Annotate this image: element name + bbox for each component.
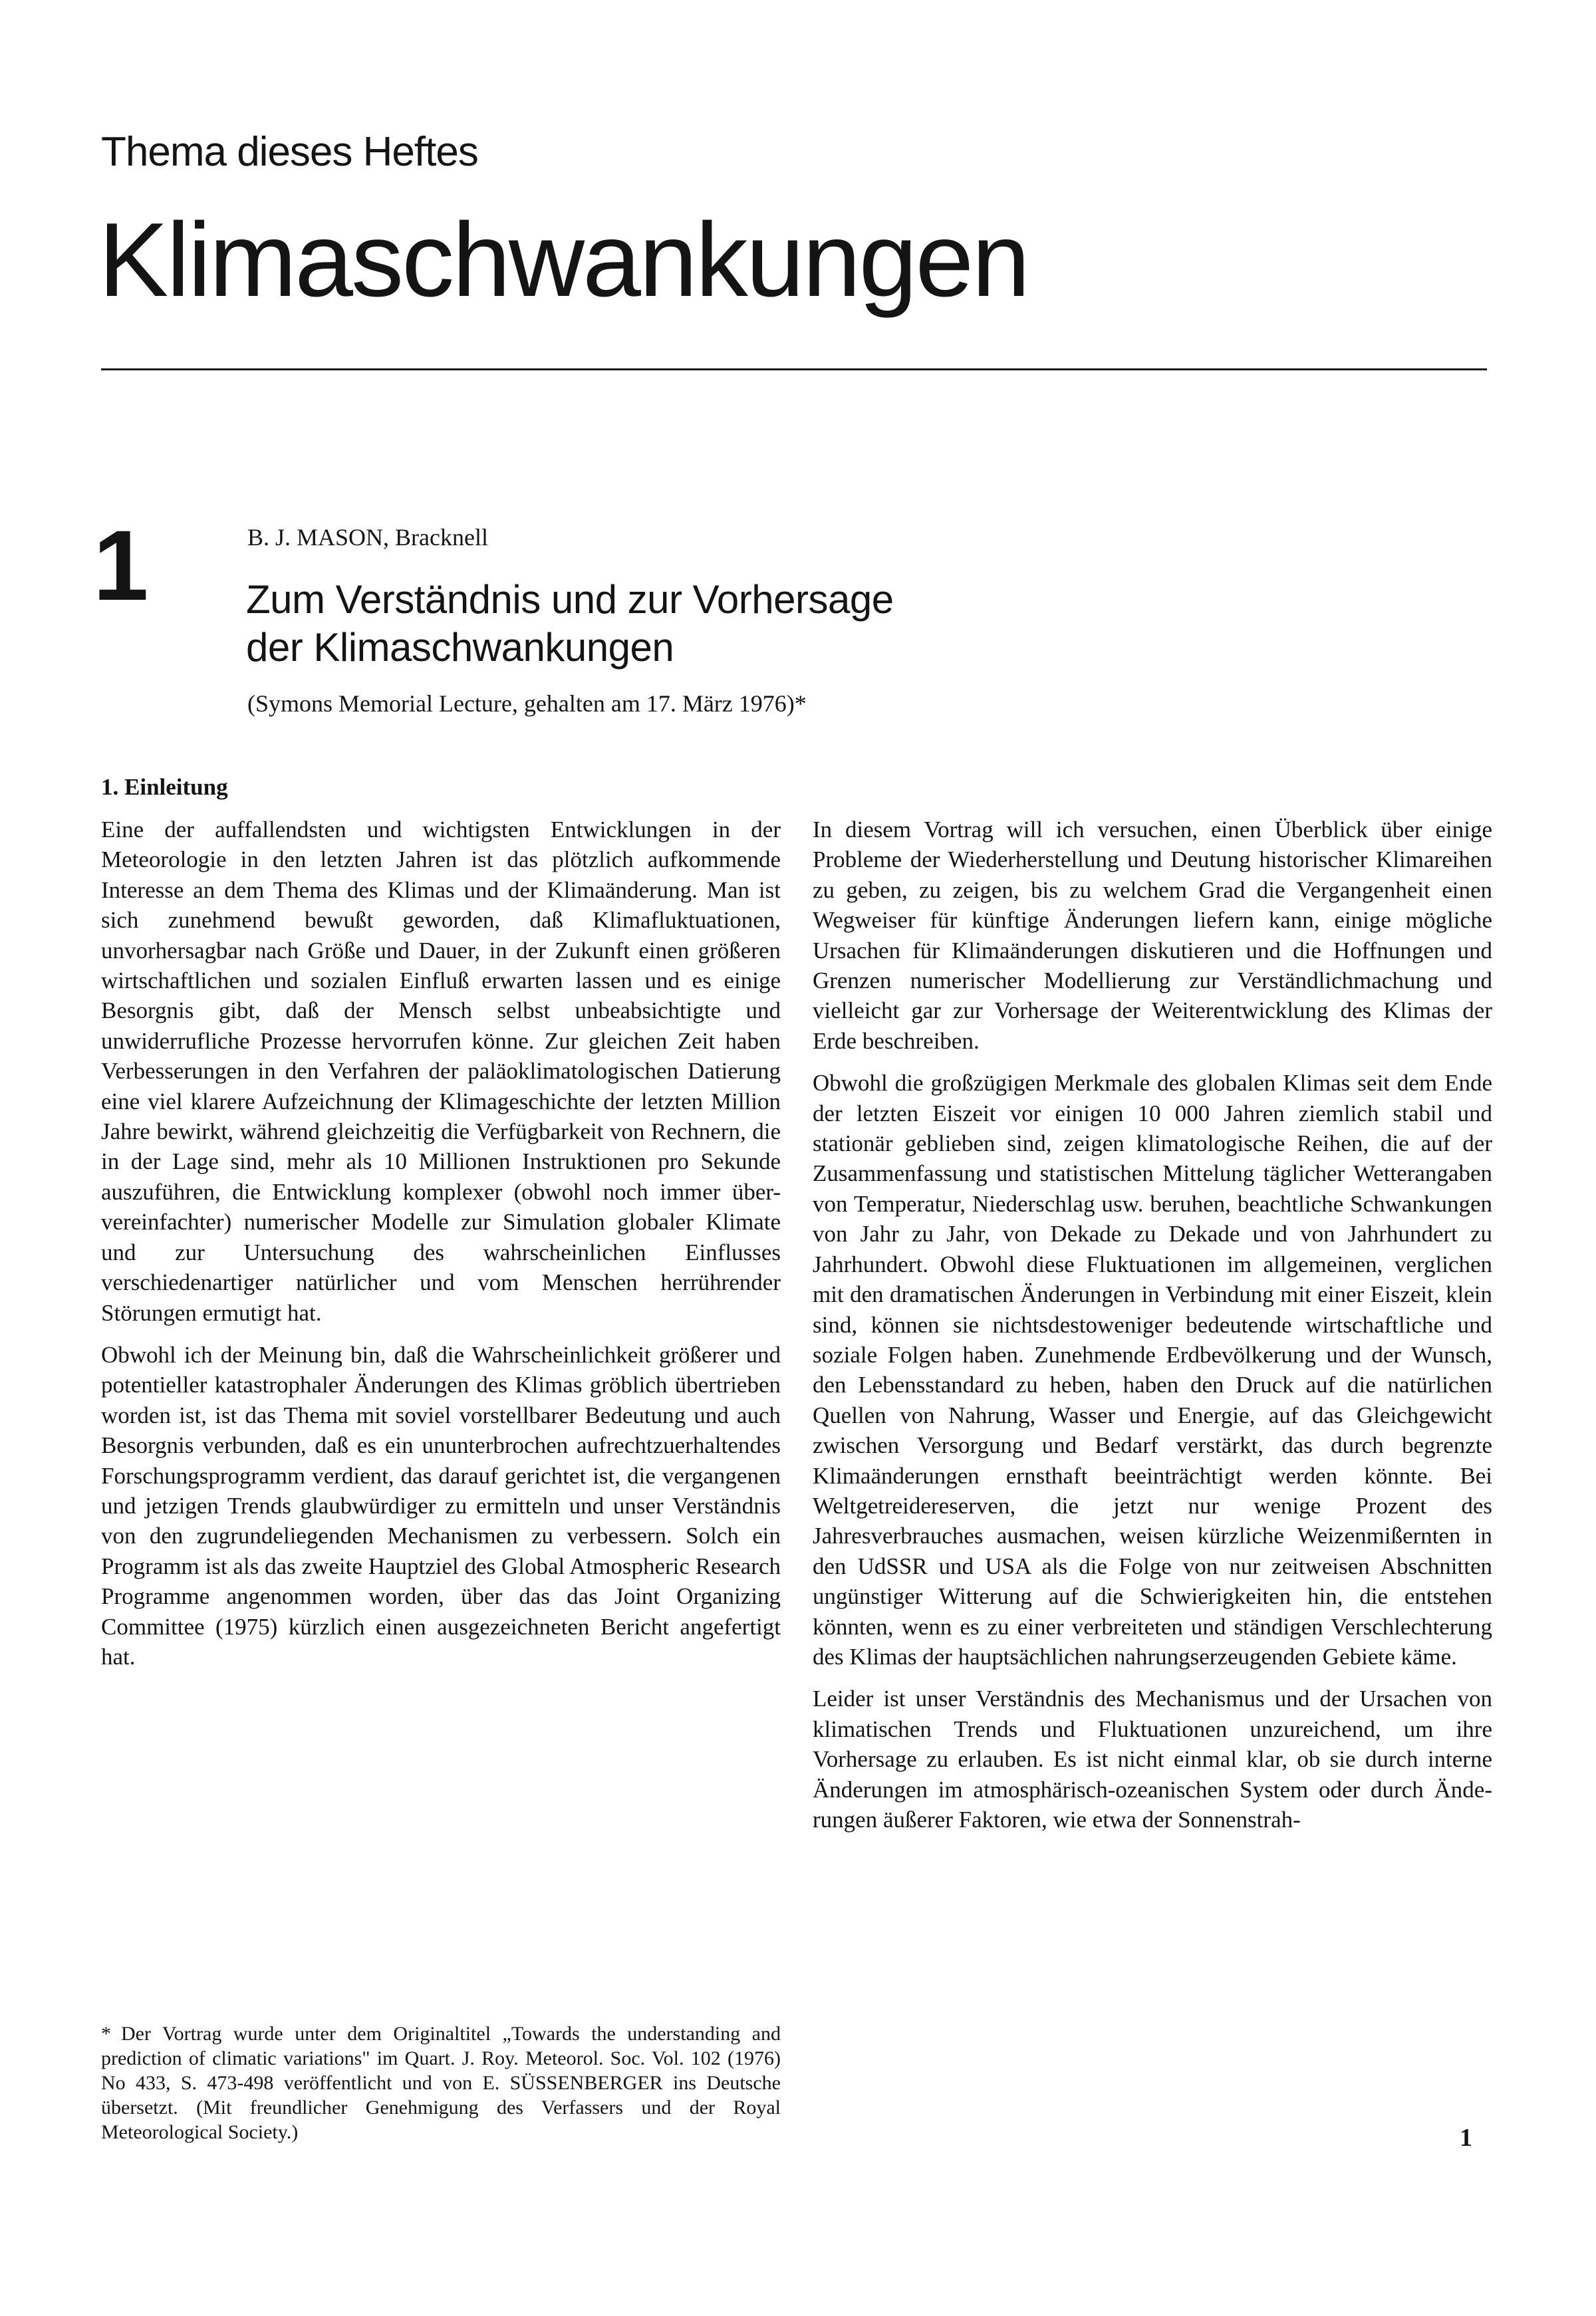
paragraph: Leider ist unser Verständnis des Mechanismus und der Ursachen von klimatischen Trends und Fluktuationen unzureichend, um ihre Vorhersage zu erlauben. Es ist nicht einmal klar, ob sie durch interne Änderungen im atmosphärisch-ozeanischen System oder durch Änderungen äußerer Faktoren, wie etwa der Sonnenstrah- [813,1686,1492,1833]
lecture-note: (Symons Memorial Lecture, gehalten am 17. März 1976)* [247,690,807,717]
footnote-mark: * [101,2023,111,2045]
paragraph: Eine der auffallendsten und wichtigsten Entwicklungen in der Meteorologie in den letzten Jahren ist das plötzlich aufkommende Interesse an dem Thema des Klimas und der Klimaänderung. Man ist sich zunehmend bewußt geworden, daß Klimafluktuationen, unvorhersagbar nach Größe und Dauer, in der Zukunft einen größeren wirtschaftlichen und sozialen Einfluß erwarten lassen und es einige Besorgnis gibt, daß der Mensch selbst unbeabsichtigte und unwiderrufliche Prozesse hervorrufen könne. Zur gleichen Zeit haben Verbesserungen in den Verfahren der paläoklimatologischen Datierung eine viel klarere Aufzeichnung der Klimageschichte der letzten Million Jahre bewirkt, während gleichzeitig die Verfügbarkeit von Rechnern, die in der Lage sind, mehr als 10 Millionen Instruktionen pro Sekunde auszuführen, die Entwicklung komplexer (obwohl noch immer über-vereinfachter) numerischer Modelle zur Simulation globaler Klimate und zur Untersuchung des wahrscheinlichen Einflusses verschiedenartiger natürlicher und vom Menschen herrührender Störungen ermutigt hat. [101,817,781,1326]
left-column [101,771,781,1684]
article-title-line: der Klimaschwankungen [246,625,674,670]
right-column [813,815,1492,1847]
section-heading: 1. Einleitung [101,774,228,800]
series-label: Thema dieses Heftes [101,129,478,175]
article-number: 1 [93,509,149,621]
footnote [101,2021,781,2144]
footnote-text: Der Vortrag wurde unter dem Originaltitel „Towards the understanding and prediction of climatic variations" im Quart. J. Roy. Meteorol. Soc. Vol. 102 (1976) No 433, S. 473-498 veröffentlicht und von E. SÜSSENBERGER ins Deutsche übersetzt. (Mit freundlicher Genehmigung des Verfassers und der Royal Meteorological Society.) [101,2023,781,2143]
author-line: B. J. MASON, Bracknell [247,524,488,551]
page-number: 1 [1460,2124,1472,2152]
issue-title: Klimaschwankungen [98,201,1029,319]
paragraph: Obwohl die großzügigen Merkmale des globalen Klimas seit dem Ende der letzten Eiszeit vor einigen 10 000 Jahren ziemlich stabil und stationär geblieben sind, zeigen klimatologische Reihen, die auf der Zusammenfassung und statistischen Mittelung täglicher Wetterangaben von Temperatur, Niederschlag usw. beruhen, beachtliche Schwankungen von Jahr zu Jahr, von Dekade zu Dekade und von Jahrhundert zu Jahrhundert. Obwohl diese Fluktuationen im allgemeinen, verglichen mit den dramatischen Änderungen in Verbindung mit einer Eiszeit, klein sind, können sie nichtsdestoweniger bedeutende wirtschaftliche und soziale Folgen haben. Zunehmende Erdbevölkerung und der Wunsch, den Lebensstandard zu heben, haben den Druck auf die natürlichen Quellen von Nahrung, Wasser und Energie, auf das Gleichgewicht zwischen Versorgung und Bedarf verstärkt, das durch begrenzte Klimaänderungen ernsthaft beeinträchtigt werden könnte. Bei Weltgetreidereserven, die jetzt nur wenige Prozent des Jahresverbrauches ausmachen, weisen kürzliche Weizenmißernten in den UdSSR und USA als die Folge von nur zeitweisen Abschnitten ungünstiger Witterung auf die Schwierigkeiten hin, die entstehen könnten, wenn es zu einer verbreiteten und ständigen Verschlechterung des Klimas der hauptsächlichen nahrungserzeugenden Gebiete käme. [813,1070,1492,1670]
paragraph: In diesem Vortrag will ich versuchen, einen Überblick über einige Probleme der Wiederherstellung und Deutung historischer Klimareihen zu geben, zu zeigen, bis zu welchem Grad die Vergangenheit einen Wegweiser für künftige Änderungen liefern kann, einige mögliche Ursachen für Klimaänderungen diskutieren und die Hoffnungen und Grenzen numerischer Modellierung zur Verständlichmachung und vielleicht gar zur Vorhersage der Weiterentwicklung des Klimas der Erde beschreiben. [813,817,1492,1054]
article-title [246,576,894,672]
header-divider [101,368,1487,370]
article-title-line: Zum Verständnis und zur Vorhersage [246,577,894,622]
paragraph: Obwohl ich der Meinung bin, daß die Wahrscheinlichkeit größerer und potentieller katastrophaler Änderungen des Klimas gröblich übertrieben worden ist, ist das Thema mit soviel vorstellbarer Bedeutung und auch Besorgnis verbunden, daß es ein ununterbrochen aufrechtzuerhaltendes Forschungsprogramm verdient, das darauf gerichtet ist, die vergangenen und jetzigen Trends glaubwürdiger zu ermitteln und unser Verständnis von den zugrundeliegenden Mechanismen zu verbessern. Solch ein Programm ist als das zweite Hauptziel des Global Atmospheric Research Programme angenommen worden, über das das Joint Organizing Committee (1975) kürzlich einen ausgezeichneten Bericht angefertigt hat. [101,1341,781,1670]
